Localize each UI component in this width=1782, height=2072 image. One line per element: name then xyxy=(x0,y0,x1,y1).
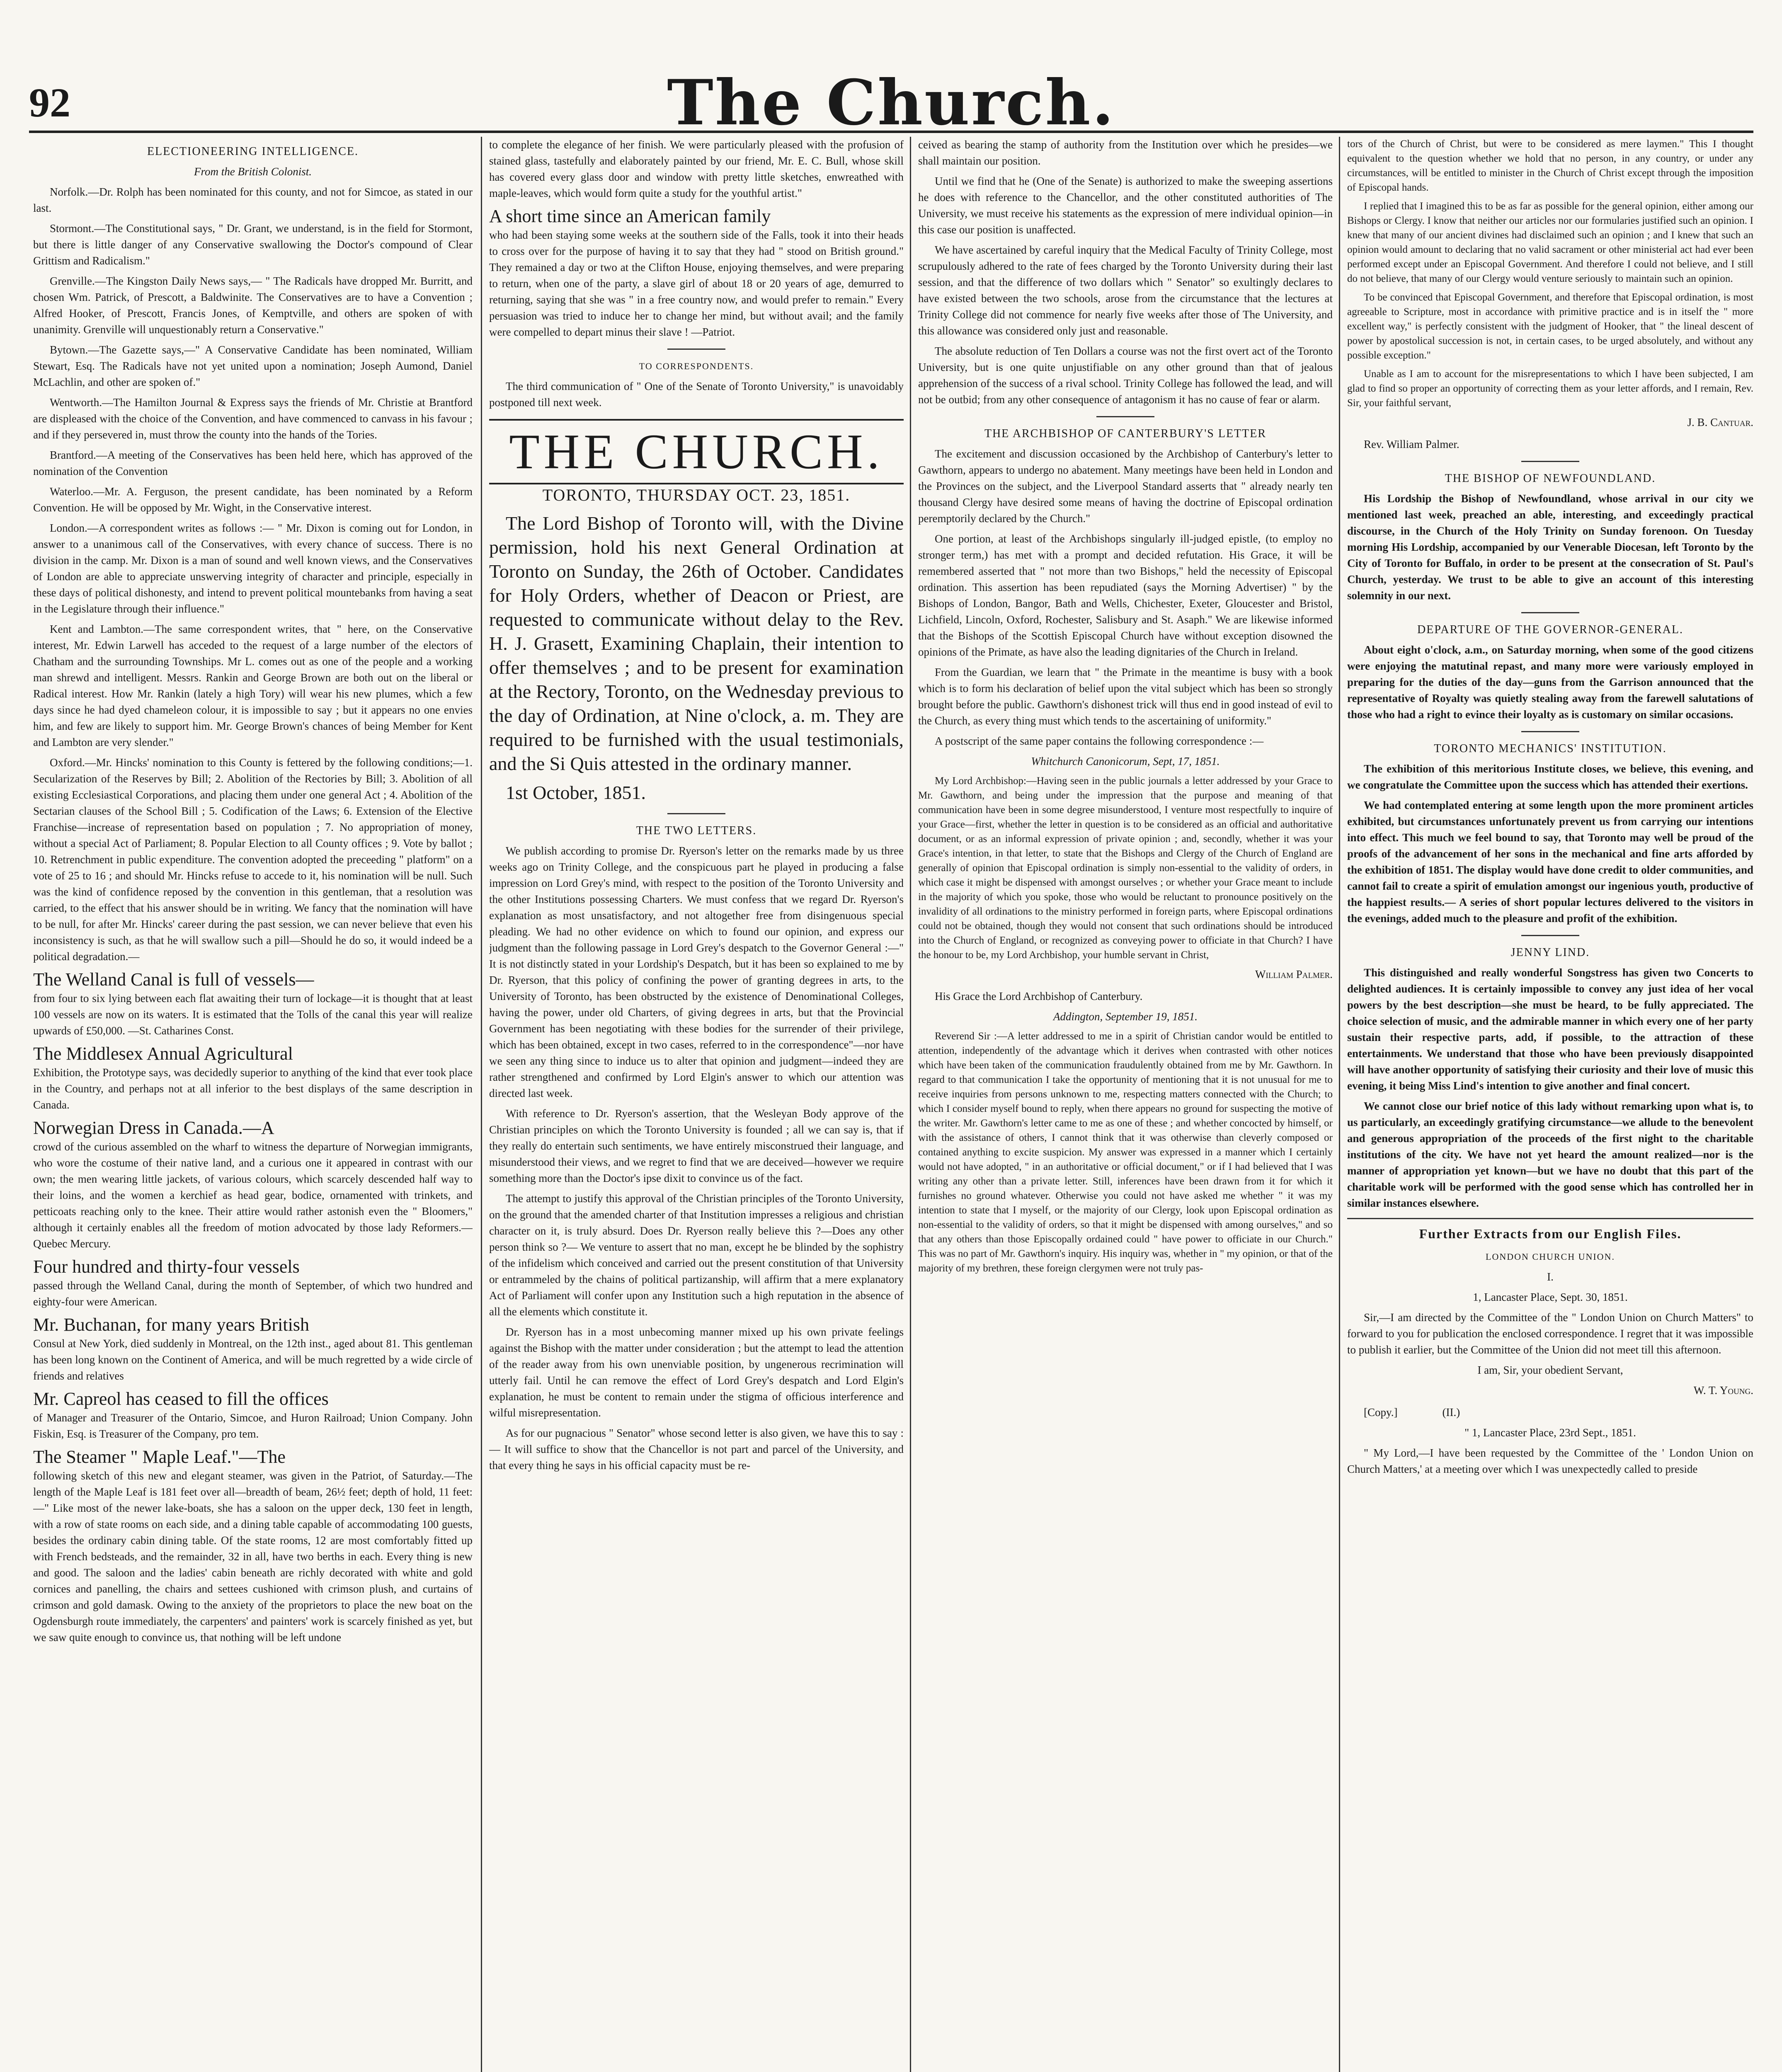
paragraph: Bytown.—The Gazette says,—" A Conservative Candidate has been nominated, William Stewart, Esq. The Radicals have not yet united upon a nomination; Joseph Aumond, Daniel McLachlin, and other are spoken of." xyxy=(33,344,473,388)
paragraph: One portion, at least of the Archbishops singularly ill-judged epistle, (to employ no stronger term,) has met with a prompt and decided refutation. His Grace, it will be remembered asserted that " not more than two Bishops," held the necessity of Episcopal ordination. This assertion has been repudiated (says the Morning Advertiser) " by the Bishops of London, Bangor, Bath and Wells, Chichester, Exeter, Gloucester and Bristol, Lichfield, Lincoln, Oxford, Rochester, Salisbury and St. Asaph." We are likewise informed that the Bishops of the Scottish Episcopal Church have without exception disowned the opinions of the Primate, as have also the leading dignitaries of the Church in Ireland. xyxy=(918,533,1333,658)
paragraph: tors of the Church of Christ, but were to be considered as mere laymen." This I thought equivalent to the question whether we hold that no person, in any country, or under any circumstances, will be entitled to minister in the Church of Christ except through the imposition of Episcopal hands. xyxy=(1347,138,1753,193)
item-lead: The Welland Canal is full of vessels— xyxy=(33,969,314,990)
divider xyxy=(1521,461,1579,462)
paragraph: From the Guardian, we learn that " the Primate in the meantime is busy with a book which is to form his declaration of belief upon the vital subject which has been so strongly brought before the public. Gawthorn's dishonest trick will thus end in good instead of evil to the Church, as every thing must which tends to the ascertaining of uniformity." xyxy=(918,666,1333,727)
paragraph: of Manager and Treasurer of the Ontario, Simcoe, and Huron Railroad; Union Company. John Fiskin, Esq. is Treasurer of the Company, pro tem. xyxy=(33,1411,473,1440)
letter-dateline: Whitchurch Canonicorum, Sept, 17, 1851. xyxy=(1031,755,1220,767)
paragraph: I replied that I imagined this to be as far as possible for the general opinion, either among our Bishops or Clergy. I know that neither our articles nor our formularies justified such an opinion. I knew that many of our ancient divines had disclaimed such an opinion ; and I knew that such an opinion would amount to declaring that no valid sacrament or other ministerial act had ever been performed except under an Episcopal Government. And therefore I could not believe, and I still do not believe, that many of our Clergy would venture seriously to maintain such an opinion. xyxy=(1347,201,1753,284)
divider xyxy=(1521,612,1579,613)
divider xyxy=(1521,935,1579,936)
paragraph: who had been staying some weeks at the southern side of the Falls, took it into their heads to cross over for the purpose of having it to say that they had " stood on British ground." They remained a day or two at the Clifton House, enjoying themselves, and were preparing to return, when one of the party, a slave girl of about 18 or 20 years of age, demurred to returning, saying that she was " in a free country now, and would prefer to remain." Every persuasion was tried to induce her to change her mind, but without avail; and the family were compelled to depart minus their slave ! —Patriot. xyxy=(489,229,904,338)
item-lead: Norwegian Dress in Canada.—A xyxy=(33,1118,274,1138)
copy-line: [Copy.] (II.) xyxy=(1364,1406,1460,1418)
editorial-title: THE CHURCH. xyxy=(489,419,904,484)
item-lead: Four hundred and thirty-four vessels xyxy=(33,1256,300,1277)
paragraph: The excitement and discussion occasioned by the Archbishop of Canterbury's letter to Gawthorn, appears to undergo no abatement. Many meetings have been held in London and the Provinces on the subject, and the Liverpool Standard asserts that " already nearly ten thousand Clergy have desired some means of having the doctrine of Episcopal ordination peremptorily declared by the Church." xyxy=(918,448,1333,525)
paragraph: Norfolk.—Dr. Rolph has been nominated for this county, and not for Simcoe, as stated in our last. xyxy=(33,186,473,214)
section-heading: JENNY LIND. xyxy=(1510,946,1590,959)
paragraph: London.—A correspondent writes as follows :— " Mr. Dixon is coming out for London, in answer to a unanimous call of the Conservatives, with every chance of success. There is no division in the camp. Mr. Dixon is a man of sound and well known views, and the Conservatives of London are able to appreciate unswerving integrity of character and principle, especially in these days of political dishonesty, and intend to prevent political mountebanks from having a seat in the Legislature through their influence." xyxy=(33,522,473,615)
item-lead: Mr. Buchanan, for many years British xyxy=(33,1314,309,1335)
page-header xyxy=(29,66,1753,145)
item-number: I. xyxy=(1547,1271,1554,1283)
paragraph: The third communication of " One of the Senate of Toronto University," is unavoidably postponed till next week. xyxy=(489,380,904,409)
dateline: TORONTO, THURSDAY OCT. 23, 1851. xyxy=(542,486,851,504)
section-heading: TORONTO MECHANICS' INSTITUTION. xyxy=(1434,742,1667,755)
section-heading: DEPARTURE OF THE GOVERNOR-GENERAL. xyxy=(1417,623,1683,636)
paragraph: This distinguished and really wonderful Songstress has given two Concerts to delighted audiences. It is certainly impossible to convey any just idea of her vocal powers by the best description—she must be heard, to be fully appreciated. The choice selection of music, and the admirable manner in which every one of her party sustain their respective parts, add, if possible, to the attraction of these entertainments. We understand that those who have been previously disappointed will have another opportunity of satisfying their curiosity and their love of music this evening, it being Miss Lind's intention to give another and final concert. xyxy=(1347,966,1753,1092)
column-1 xyxy=(33,137,473,2072)
column-3 xyxy=(918,137,1333,2072)
closing: I am, Sir, your obedient Servant, xyxy=(1477,1364,1623,1376)
page-number: 92 xyxy=(29,80,70,126)
letter-dateline: " 1, Lancaster Place, 23rd Sept., 1851. xyxy=(1464,1426,1636,1439)
letter-body: " My Lord,—I have been requested by the Committee of the ' London Union on Church Matters,' at a meeting over which I was unexpectedly called to preside xyxy=(1347,1447,1753,1475)
paragraph: Waterloo.—Mr. A. Ferguson, the present candidate, has been nominated by a Reform Convention. He will be opposed by Mr. Wight, in the Conservative interest. xyxy=(33,485,473,514)
paragraph: His Lordship the Bishop of Newfoundland, whose arrival in our city we mentioned last week, preached an able, interesting, and exceedingly practical discourse, in the Church of the Holy Trinity on Sunday forenoon. On Tuesday morning His Lordship, accompanied by our Venerable Diocesan, left Toronto by the City of Toronto for Buffalo, in order to be present at the consecration of St. Paul's Church, yesterday. We trust to be able to give an account of this interesting solemnity in our next. xyxy=(1347,492,1753,602)
paragraph: Kent and Lambton.—The same correspondent writes, that " here, on the Conservative interest, Mr. Edwin Larwell has acceded to the request of a large number of the electors of Chatham and the surrounding Townships. Mr L. comes out as one of the people and a working man shrewd and intelligent. Messrs. Rankin and George Brown are both out on the liberal or Radical interest. How Mr. Rankin (lately a high Tory) will wear his new plumes, which a few days since he had dyed chameleon colour, it is impossible to say ; but it appears no one envies him, and few are likely to support him. Mr. George Brown's chances of being Member for Kent and Lambton are very slender." xyxy=(33,623,473,748)
column-2 xyxy=(489,137,904,2072)
paragraph: We had contemplated entering at some length upon the more prominent articles exhibited, but circumstances unfortunately prevent us from carrying our intentions into effect. This much we feel bound to say, that Toronto may well be proud of the proofs of the advancement of her sons in the mechanical and fine arts afforded by the exhibition of 1851. The display would have done credit to older communities, and cannot fail to create a spirit of emulation amongst our ingenious youth, productive of the happiest results.— A series of short popular lectures delivered to the visitors in the evenings, added much to the pleasure and profit of the exhibition. xyxy=(1347,799,1753,925)
section-heading: Further Extracts from our English Files. xyxy=(1419,1226,1682,1241)
paragraph: A postscript of the same paper contains the following correspondence :— xyxy=(935,735,1264,747)
paragraph: Brantford.—A meeting of the Conservatives has been held here, which has approved of the nomination of the Convention xyxy=(33,449,473,477)
masthead: The Church. xyxy=(667,66,1115,139)
paragraph: Consul at New York, died suddenly in Montreal, on the 12th inst., aged about 81. This gentleman has been long known on the Continent of America, and will be much regretted by a wide circle of friends and relatives xyxy=(33,1337,473,1382)
paragraph: The attempt to justify this approval of the Christian principles of the Toronto University, on the ground that the amended charter of that Institution impresses a religious and christian character on it, is truly absurd. Does Dr. Ryerson really believe this ?—Does any other person think so ?— We venture to assert that no man, except he be blinded by the sophistry of the infidelism which conceived and carried out the present constitution of that University or entrammeled by the chains of political partizanship, will affirm that a mere explanatory Act of Parliament will confer upon any Institution such a high reputation in the absence of all the elements which constitute it. xyxy=(489,1192,904,1318)
source-line: From the British Colonist. xyxy=(194,165,312,178)
notice-date: 1st October, 1851. xyxy=(506,782,646,803)
addressee: His Grace the Lord Archbishop of Canterbury. xyxy=(935,990,1143,1002)
divider xyxy=(667,813,725,814)
signature: W. T. Young. xyxy=(1693,1384,1753,1397)
paragraph: We publish according to promise Dr. Ryerson's letter on the remarks made by us three weeks ago on Trinity College, and the conspicuous part he played in producing a false impression on Lord Grey's mind, with respect to the position of the Toronto University and the other Institutions possessing Charters. We must confess that we regard Dr. Ryerson's explanation as most unsatisfactory, and not altogether free from disingenuous special pleading. We had no other evidence on which to found our opinion, and express our judgment than the following passage in Lord Grey's despatch to the Governor General :—" It is not distinctly stated in your Lordship's Despatch, but it has been so explained to me by Dr. Ryerson, that this policy of confining the power of granting degrees in arts, to the University of Toronto, has been obstructed by the existence of Denominational Colleges, having the power, under old Charters, of giving degrees in arts, but that the Provincial Government has been negotiating with these bodies for the surrender of their privilege, which has been obtained, except in two cases, referred to in the correspondence"—nor have we seen any thing since to induce us to alter that opinion and judgment—indeed they are rather strengthened and confirmed by Lord Elgin's answer to which our attention was directed last week. xyxy=(489,845,904,1099)
paragraph: We cannot close our brief notice of this lady without remarking upon what is, to us particularly, an exceedingly gratifying circumstance—we allude to the benevolent and generous appropriation of the proceeds of the first night to the charitable institutions of the city. We have not yet heard the amount realized—nor is the manner of appropriation yet known—but we have no doubt that this part of the charitable work will be performed with the good sense which has controlled her in similar instances elsewhere. xyxy=(1347,1100,1753,1209)
letter-dateline: Addington, September 19, 1851. xyxy=(1053,1010,1198,1023)
signature: J. B. Cantuar. xyxy=(1687,416,1753,428)
column-divider xyxy=(1339,137,1340,2072)
paragraph: To be convinced that Episcopal Government, and therefore that Episcopal ordination, is most agreeable to Scripture, most in accordance with primitive practice and is in itself the " more excellent way," is perfectly consistent with the judgment of Hooker, that " the lineal descent of power by apostolical succession is not, in certain cases, to be urged absolutely, and without any possible exception." xyxy=(1347,292,1753,361)
notice-text: The Lord Bishop of Toronto will, with the Divine permission, hold his next General Ordination at Toronto on Sunday, the 26th of October. Candidates for Holy Orders, whether of Deacon or Priest, are requested to communicate without delay to the Rev. H. J. Grasett, Examining Chaplain, their intention to offer themselves ; and to be present for examination at the Rectory, Toronto, on the Wednesday previous to the day of Ordination, at Nine o'clock, a. m. They are required to be furnished with the usual testimonials, and the Si Quis attested in the ordinary manner. xyxy=(489,513,904,774)
column-divider xyxy=(481,137,482,2072)
paragraph: With reference to Dr. Ryerson's assertion, that the Wesleyan Body approve of the Christian principles on which the Toronto University is founded ; all we can say is, that if they really do entertain such sentiments, we have entirely misconstrued their language, and misunderstood their views, and we regret to find that we are deceived—however we require something more than the Doctor's ipse dixit to convince us of the fact. xyxy=(489,1107,904,1184)
paragraph: Unable as I am to account for the misrepresentations to which I have been subjected, I am glad to find so proper an opportunity of correcting them as your letter affords, and I remain, Rev. Sir, your faithful servant, xyxy=(1347,368,1753,409)
item-lead: A short time since an American family xyxy=(489,206,771,226)
paragraph: We have ascertained by careful inquiry that the Medical Faculty of Trinity College, most scrupulously adhered to the rate of fees charged by the Toronto University during their last session, and that the difference of two dollars which " Senator" so exultingly declares to have existed between the two schools, arose from the circumstance that the lectures at Trinity College did not commence for nearly five weeks after those of The University, and this allowance was considered only just and reasonable. xyxy=(918,244,1333,337)
paragraph: ceived as bearing the stamp of authority from the Institution over which he presides—we shall maintain our position. xyxy=(918,138,1333,167)
letter-body: My Lord Archbishop:—Having seen in the public journals a letter addressed by your Grace to Mr. Gawthorn, and being under the impression that the purpose and meaning of that communication have been in some degree misunderstood, I venture most respectfully to inquire of your Grace—first, whether the letter in question is to be considered as an official and authoritative document, or as an informal expression of private opinion ; and, secondly, whether it was your Grace's intention, in that letter, to state that the Bishops and Clergy of the Church of England are generally of opinion that Episcopal ordination is simply non-essential to the validity of orders, in which case it might be dispensed with amongst ourselves ; or whether your Grace meant to include in the majority of which you spoke, those who would be reluctant to pronounce positively on the invalidity of all ordinations to the ministry performed in foreign parts, where Episcopal ordinations could not be obtained, though they would not consent that such ordinations should be introduced into the Church of England, or recognized as conveying power to officiate in that Church? I have the honour to be, my Lord Archbishop, your humble servant in Christ, xyxy=(918,775,1333,961)
paragraph: crowd of the curious assembled on the wharf to witness the departure of Norwegian immigrants, who wore the costume of their native land, and a curious one it appeared in contrast with our own; the men wearing little jackets, of various colours, which scarcely descended half way to their loins, and the women a kerchief as head gear, bodice, ornamented with trinkets, and petticoats reaching only to the knee. Their attire would rather astonish even the " Bloomers," although it certainly enables all the freedom of motion advocated by those lady Reformers.— Quebec Mercury. xyxy=(33,1140,473,1250)
paragraph: following sketch of this new and elegant steamer, was given in the Patriot, of Saturday.—The length of the Maple Leaf is 181 feet over all—breadth of beam, 26½ feet; depth of hold, 11 feet:—" Like most of the newer lake-boats, she has a saloon on the upper deck, 130 feet in length, with a row of state rooms on each side, and a dining table capable of accommodating 100 guests, besides the ordinary cabin dining table. Of the state rooms, 12 are most comfortably fitted up with French bedsteads, and the remainder, 32 in all, have two berths in each. Every thing is new and good. The saloon and the ladies' cabin beneath are richly decorated with white and gold cornices and panelling, the chairs and settees cushioned with crimson plush, and curtains of crimson and gold damask. Owing to the anxiety of the proprietors to place the new boat on the Ogdensburgh route immediately, the carpenters' and painters' work is scarcely finished as yet, but we saw quite enough to convince us, that nothing will be left undone xyxy=(33,1469,473,1644)
paragraph: Stormont.—The Constitutional says, " Dr. Grant, we understand, is in the field for Stormont, but there is little danger of any Conservative swallowing the Doctor's compound of Clear Grittism and Radicalism." xyxy=(33,222,473,267)
section-heading: THE ARCHBISHOP OF CANTERBURY'S LETTER xyxy=(984,427,1267,440)
column-4 xyxy=(1347,137,1753,2072)
paragraph: About eight o'clock, a.m., on Saturday morning, when some of the good citizens were enjoying the matutinal repast, and many more were variously employed in preparing for the duties of the day—guns from the Garrison announced that the representative of Royalty was quietly stealing away from the farewell salutations of those who had a right to evince their loyalty as is customary on similar occasions. xyxy=(1347,644,1753,721)
letter-body: Reverend Sir :—A letter addressed to me in a spirit of Christian candor would be entitled to attention, independently of the advantage which it derives when contrasted with other notices which have been taken of the communication fraudulently obtained from me by Mr. Gawthorn. In regard to that communication I take the opportunity of mentioning that it is not unusual for me to receive inquiries from persons unknown to me, respecting matters connected with the Church; to which I consider myself bound to reply, when there appears no ground for suspecting the motive of the writer. Mr. Gawthorn's letter came to me as one of these ; and whether concocted by himself, or with the assistance of others, I cannot think that it was otherwise than cleverly composed or contained anything to excite suspicion. My answer was expressed in a manner which I certainly would not have adopted, " in an authoritative or official document," or if I had believed that I was writing any other than a private letter. Still, inferences have been drawn from it for which it furnishes no ground whatever. Otherwise you could not have asked me whether " it was my intention to state that I myself, or the majority of our Clergy, look upon Episcopal ordination as non-essential to the validity of orders, so that it might be dispensed with among ourselves," and so that any others than those Episcopally ordained could " have power to officiate in our Church." This was no part of Mr. Gawthorn's inquiry. His inquiry was, whether in " my opinion, or that of the majority of my brethren, these foreign clergymen were not truly pas- xyxy=(918,1031,1333,1274)
paragraph: Grenville.—The Kingston Daily News says,— " The Radicals have dropped Mr. Burritt, and chosen Wm. Patrick, of Prescott, a Baldwinite. The Conservatives are to have a Convention ; Alfred Hooker, of Prescott, Francis Jones, of Kemptville, and others are spoken of with unanimity. Grenville will unquestionably return a Conservative." xyxy=(33,275,473,336)
section-heading: TO CORRESPONDENTS. xyxy=(639,361,754,371)
item-lead: The Steamer " Maple Leaf."—The xyxy=(33,1447,286,1467)
paragraph: passed through the Welland Canal, during the month of September, of which two hundred and eighty-four were American. xyxy=(33,1279,473,1308)
item-lead: Mr. Capreol has ceased to fill the offices xyxy=(33,1389,329,1409)
addressee: Rev. William Palmer. xyxy=(1364,438,1460,450)
divider xyxy=(1347,1218,1753,1219)
signature: William Palmer. xyxy=(1255,968,1333,980)
header-rule xyxy=(29,131,1753,133)
divider xyxy=(667,349,725,350)
paragraph: from four to six lying between each flat awaiting their turn of lockage—it is thought that at least 100 vessels are now on its waters. It is estimated that the Tolls of the canal this year will realize upwards of £50,000. —St. Catharines Const. xyxy=(33,992,473,1037)
letter-dateline: 1, Lancaster Place, Sept. 30, 1851. xyxy=(1473,1291,1628,1303)
divider xyxy=(1521,731,1579,732)
paragraph: Dr. Ryerson has in a most unbecoming manner mixed up his own private feelings against the Bishop with the matter under consideration ; but the attempt to lead the attention of the reader away from his own unenviable position, by ungenerous recrimination will utterly fail. Until he can remove the effect of Lord Grey's despatch and Lord Elgin's explanation, he must be content to remain under the stigma of officious interference and wilful misrepresentation. xyxy=(489,1326,904,1419)
section-heading: THE TWO LETTERS. xyxy=(636,824,757,837)
item-lead: The Middlesex Annual Agricultural xyxy=(33,1043,293,1064)
letter-body: Sir,—I am directed by the Committee of the " London Union on Church Matters" to forward to you for publication the enclosed correspondence. I regret that it was impossible to publish it earlier, but the Committee of the Union did not meet till this afternoon. xyxy=(1347,1311,1753,1356)
paragraph: As for our pugnacious " Senator" whose second letter is also given, we have this to say :— It will suffice to show that the Chancellor is not part and parcel of the University, and that every thing he says in his official capacity must be re- xyxy=(489,1427,904,1472)
paragraph: Exhibition, the Prototype says, was decidedly superior to anything of the kind that ever took place in the Country, and perhaps not at all inferior to the best displays of the same description in Canada. xyxy=(33,1066,473,1111)
paragraph: to complete the elegance of her finish. We were particularly pleased with the profusion of stained glass, tastefully and elaborately painted by our friend, Mr. E. C. Bull, whose skill has covered every glass door and window with pretty little sketches, enwreathed with maple-leaves, which would form quite a study for the youthful artist." xyxy=(489,138,904,199)
paragraph: The absolute reduction of Ten Dollars a course was not the first overt act of the Toronto University, but is one quite unjustifiable on any other ground than that of jealous apprehension of the success of a rival school. Trinity College has followed the lead, and will not be outbid; from any other consequence of antagonism it has no cause of fear or alarm. xyxy=(918,345,1333,406)
paragraph: Wentworth.—The Hamilton Journal & Express says the friends of Mr. Christie at Brantford are displeased with the choice of the Convention, and have commenced to canvass in his favour ; and if they persevered in, must throw the county into the hands of the Tories. xyxy=(33,396,473,441)
section-heading: ELECTIONEERING INTELLIGENCE. xyxy=(147,145,359,158)
paragraph: Oxford.—Mr. Hincks' nomination to this County is fettered by the following conditions;—1. Secularization of the Reserves by Bill; 2. Abolition of the Rectories by Bill; 3. Abolition of all existing Ecclesiastical Corporations, and placing them under one general Act ; 4. Abolition of the Sectarian clauses of the School Bill ; 5. Codification of the Laws; 6. Extension of the Elective Franchise—increase of representation based on population ; 7. No appropriation of money, without a special Act of Parliament; 8. Popular Election to all County offices ; 9. Vote by ballot ; 10. Retrenchment in public expenditure. The convention adopted the preceeding " platform" on a vote of 25 to 16 ; and should Mr. Hincks refuse to accede to it, his nomination will be null. Such was the kind of confidence reposed by the convention in this gentleman, that a resolution was carried, to the effect that his answer should be in writing. We fancy that the nomination will have to be null, for after Mr. Hincks' career during the past session, we can never believe that even his inconsistency is such, as that he will swallow such a pill—Should he do so, it would indeed be a political degradation.— xyxy=(33,756,473,963)
divider xyxy=(1096,416,1154,417)
section-heading: LONDON CHURCH UNION. xyxy=(1486,1251,1615,1262)
paragraph: Until we find that he (One of the Senate) is authorized to make the sweeping assertions he does with reference to the Chancellor, and the other constituted authorities of The University, we must receive his statements as the expression of mere individual opinion—in this case our position is unaffected. xyxy=(918,175,1333,236)
ordination-notice xyxy=(489,511,904,805)
column-divider xyxy=(910,137,911,2072)
section-heading: THE BISHOP OF NEWFOUNDLAND. xyxy=(1445,472,1656,485)
paragraph: The exhibition of this meritorious Institute closes, we believe, this evening, and we congratulate the Committee upon the success which has attended their exertions. xyxy=(1347,762,1753,791)
